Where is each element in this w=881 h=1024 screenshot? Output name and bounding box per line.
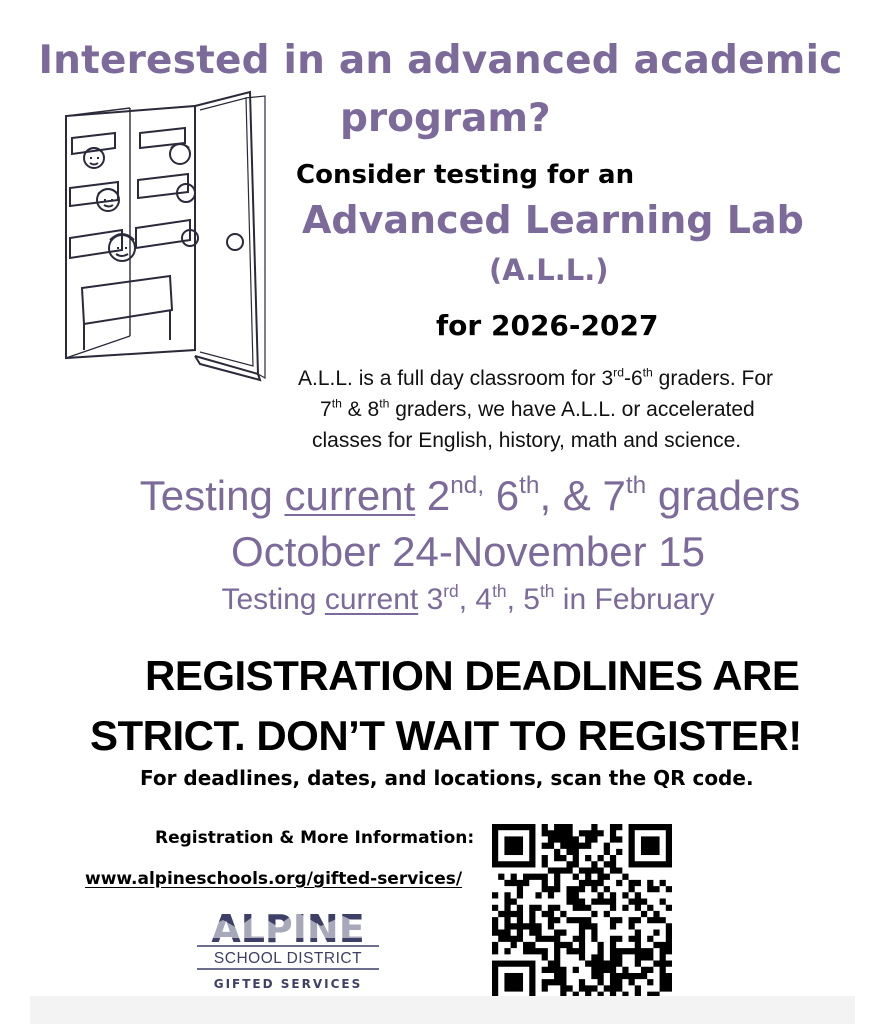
logo-department: GIFTED SERVICES <box>213 977 363 991</box>
qr-code-icon[interactable] <box>492 824 672 1004</box>
registration-info-label: Registration & More Information: <box>155 828 475 848</box>
headline-line-1: Interested in an advanced academic <box>38 38 843 83</box>
deadline-warning-line-1: REGISTRATION DEADLINES ARE <box>145 652 800 699</box>
consider-text: Consider testing for an <box>296 160 635 190</box>
program-abbreviation: (A.L.L.) <box>489 253 609 287</box>
bottom-bar <box>30 996 855 1024</box>
program-title: Advanced Learning Lab <box>302 198 804 242</box>
scan-qr-note: For deadlines, dates, and locations, scan the QR code. <box>140 766 754 790</box>
testing-dates: October 24-November 15 <box>231 528 705 575</box>
february-testing-line: Testing current 3rd, 4th, 5th in February <box>221 580 715 616</box>
qr-finder-pattern <box>492 824 535 867</box>
registration-url-link[interactable]: www.alpineschools.org/gifted-services/ <box>85 869 463 889</box>
qr-finder-pattern <box>629 824 672 867</box>
description-line-3: classes for English, history, math and science. <box>312 429 742 452</box>
program-year: for 2026-2027 <box>436 309 659 342</box>
classroom-door-illustration <box>60 88 280 388</box>
description-line-2: 7th & 8th graders, we have A.L.L. or accelerated <box>320 396 755 421</box>
headline-line-2: program? <box>340 96 551 141</box>
alpine-school-district-logo <box>193 906 383 998</box>
testing-grades-line: Testing current $2^{nd,}$ 6th, & 7th graders <box>139 471 801 519</box>
description-line-1: A.L.L. is a full day classroom for 3rd-6th graders. For <box>298 365 774 390</box>
deadline-warning-line-2: STRICT. DON’T WAIT TO REGISTER! <box>90 712 802 759</box>
logo-district: SCHOOL DISTRICT <box>213 950 363 967</box>
